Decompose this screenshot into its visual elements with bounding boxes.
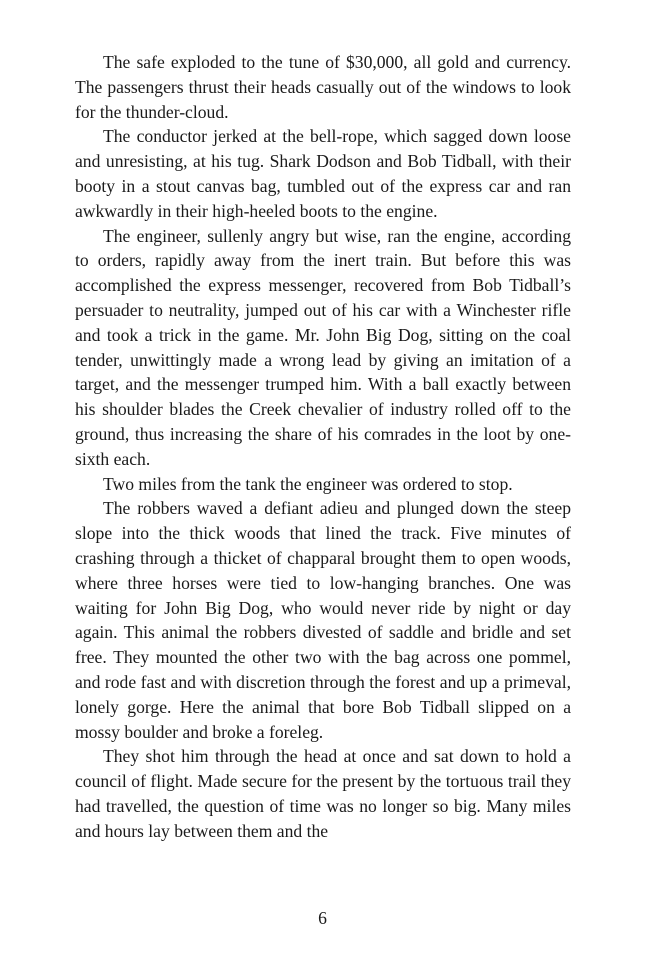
paragraph: They shot him through the head at once and sat down to hold a council of flight. Made secure for the present by the tortuous trail they had travelled, the question of time was no longer so big. Many miles and hours lay between them and the	[75, 746, 571, 841]
page-body	[75, 50, 571, 844]
page-number: 6	[318, 908, 327, 928]
paragraph: The engineer, sullenly angry but wise, ran the engine, according to orders, rapidly away from the inert train. But before this was accomplished the express messenger, recovered from Bob Tidball’s persuader to neutrality, jumped out of his car with a Winchester rifle and took a trick in the game. Mr. John Big Dog, sitting on the coal tender, unwittingly made a wrong lead by giving an imitation of a target, and the messenger trumped him. With a ball exactly between his shoulder blades the Creek chevalier of industry rolled off to the ground, thus increasing the share of his comrades in the loot by one-sixth each.	[75, 225, 571, 469]
paragraph: The robbers waved a defiant adieu and plunged down the steep slope into the thick woods that lined the track. Five minutes of crashing through a thicket of chapparal brought them to open woods, where three horses were tied to low-hanging branches. One was waiting for John Big Dog, who would never ride by night or day again. This animal the robbers divested of saddle and bridle and set free. They mounted the other two with the bag across one pommel, and rode fast and with discretion through the forest and up a primeval, lonely gorge. Here the animal that bore Bob Tidball slipped on a mossy boulder and broke a foreleg.	[75, 498, 571, 742]
paragraph: The conductor jerked at the bell-rope, which sagged down loose and unresisting, at his tug. Shark Dodson and Bob Tidball, with their booty in a stout canvas bag, tumbled out of the express car and ran awkwardly in their high-heeled boots to the engine.	[75, 126, 571, 221]
paragraph: The safe exploded to the tune of $30,000, all gold and currency. The passengers thrust their heads casually out of the windows to look for the thunder-cloud.	[75, 52, 571, 122]
paragraph: Two miles from the tank the engineer was ordered to stop.	[103, 473, 513, 494]
